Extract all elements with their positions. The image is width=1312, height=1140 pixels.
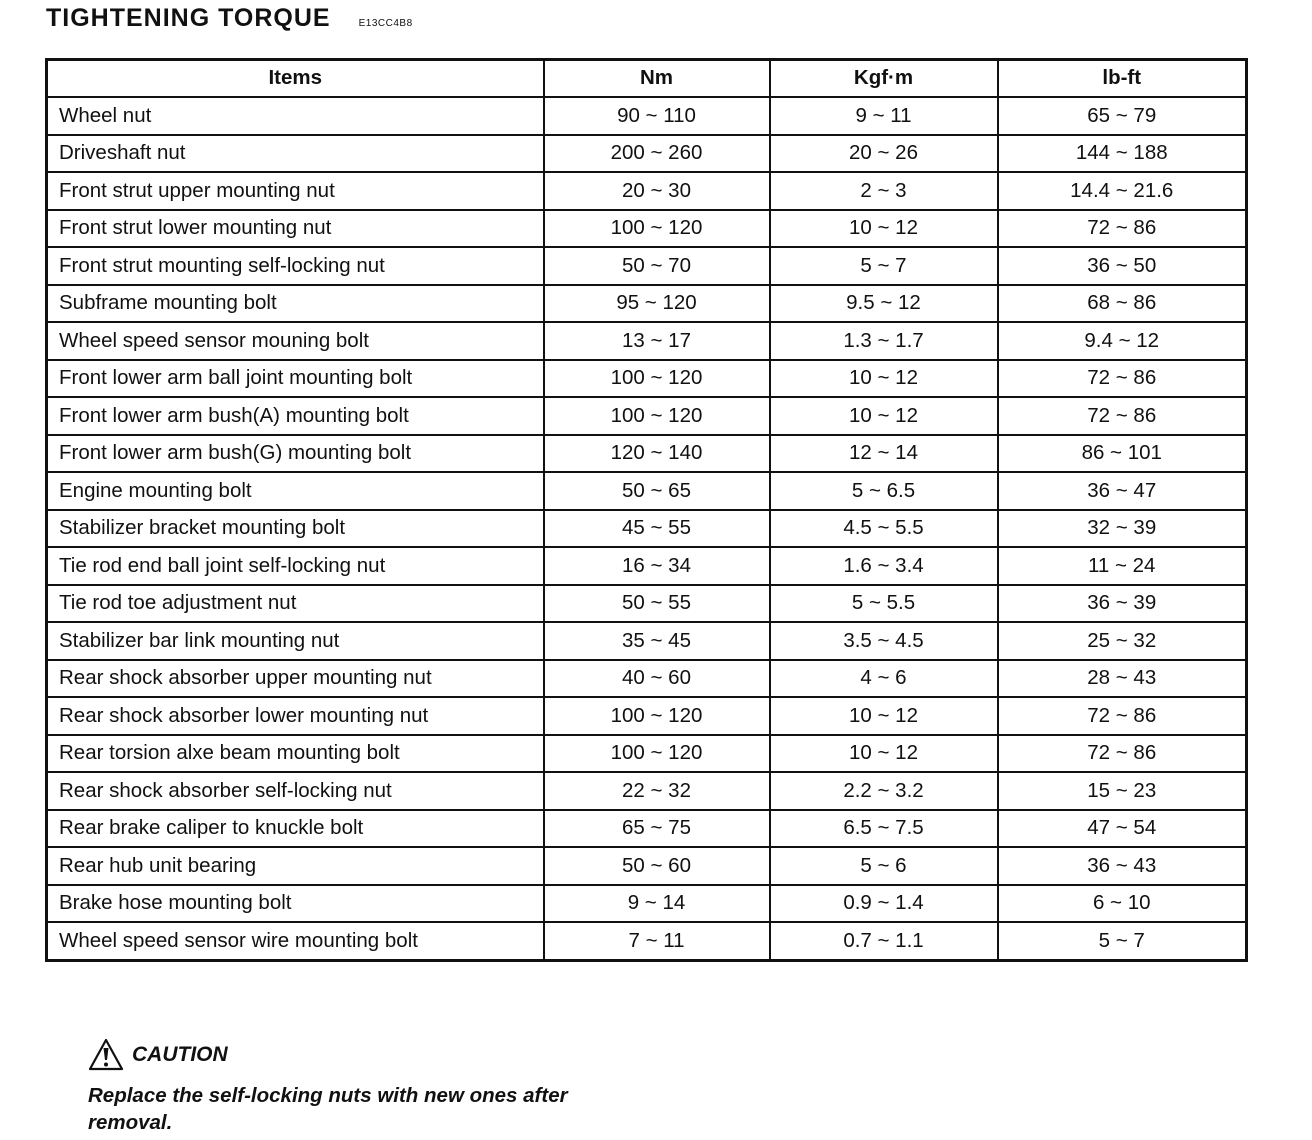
item-cell: Rear shock absorber lower mounting nut bbox=[47, 697, 544, 735]
kgf-m-cell: 3.5 ~ 4.5 bbox=[770, 622, 998, 660]
title-line bbox=[46, 4, 413, 40]
item-cell: Stabilizer bracket mounting bolt bbox=[47, 510, 544, 548]
nm-cell: 100 ~ 120 bbox=[544, 397, 770, 435]
nm-cell: 95 ~ 120 bbox=[544, 285, 770, 323]
lb-ft-cell: 15 ~ 23 bbox=[998, 772, 1247, 810]
item-cell: Driveshaft nut bbox=[47, 135, 544, 173]
kgf-m-cell: 10 ~ 12 bbox=[770, 210, 998, 248]
kgf-m-cell: 10 ~ 12 bbox=[770, 360, 998, 398]
lb-ft-cell: 72 ~ 86 bbox=[998, 735, 1247, 773]
lb-ft-cell: 47 ~ 54 bbox=[998, 810, 1247, 848]
table-row bbox=[47, 172, 1247, 210]
lb-ft-cell: 72 ~ 86 bbox=[998, 360, 1247, 398]
table-row bbox=[47, 922, 1247, 960]
nm-cell: 7 ~ 11 bbox=[544, 922, 770, 960]
lb-ft-cell: 11 ~ 24 bbox=[998, 547, 1247, 585]
kgf-m-cell: 5 ~ 5.5 bbox=[770, 585, 998, 623]
table-row bbox=[47, 135, 1247, 173]
lb-ft-cell: 36 ~ 39 bbox=[998, 585, 1247, 623]
kgf-m-cell: 9 ~ 11 bbox=[770, 97, 998, 135]
table-row bbox=[47, 210, 1247, 248]
kgf-m-cell: 5 ~ 6 bbox=[770, 847, 998, 885]
item-cell: Stabilizer bar link mounting nut bbox=[47, 622, 544, 660]
nm-cell: 9 ~ 14 bbox=[544, 885, 770, 923]
table-row bbox=[47, 397, 1247, 435]
kgf-m-cell: 1.3 ~ 1.7 bbox=[770, 322, 998, 360]
lb-ft-cell: 86 ~ 101 bbox=[998, 435, 1247, 473]
kgf-m-cell: 0.9 ~ 1.4 bbox=[770, 885, 998, 923]
item-cell: Front strut upper mounting nut bbox=[47, 172, 544, 210]
nm-cell: 200 ~ 260 bbox=[544, 135, 770, 173]
lb-ft-cell: 72 ~ 86 bbox=[998, 697, 1247, 735]
nm-cell: 65 ~ 75 bbox=[544, 810, 770, 848]
item-cell: Brake hose mounting bolt bbox=[47, 885, 544, 923]
nm-cell: 100 ~ 120 bbox=[544, 697, 770, 735]
table-row bbox=[47, 585, 1247, 623]
nm-cell: 35 ~ 45 bbox=[544, 622, 770, 660]
lb-ft-cell: 36 ~ 47 bbox=[998, 472, 1247, 510]
kgf-m-cell: 10 ~ 12 bbox=[770, 735, 998, 773]
item-cell: Engine mounting bolt bbox=[47, 472, 544, 510]
kgf-m-cell: 10 ~ 12 bbox=[770, 697, 998, 735]
nm-cell: 50 ~ 55 bbox=[544, 585, 770, 623]
lb-ft-cell: 14.4 ~ 21.6 bbox=[998, 172, 1247, 210]
table-row bbox=[47, 660, 1247, 698]
item-cell: Rear brake caliper to knuckle bolt bbox=[47, 810, 544, 848]
caution-box bbox=[88, 1038, 648, 1136]
item-cell: Rear shock absorber self-locking nut bbox=[47, 772, 544, 810]
lb-ft-cell: 6 ~ 10 bbox=[998, 885, 1247, 923]
nm-cell: 100 ~ 120 bbox=[544, 735, 770, 773]
nm-cell: 22 ~ 32 bbox=[544, 772, 770, 810]
nm-cell: 13 ~ 17 bbox=[544, 322, 770, 360]
item-cell: Rear hub unit bearing bbox=[47, 847, 544, 885]
lb-ft-cell: 36 ~ 50 bbox=[998, 247, 1247, 285]
caution-title: CAUTION bbox=[132, 1043, 228, 1066]
table-header-row bbox=[47, 60, 1247, 98]
lb-ft-cell: 28 ~ 43 bbox=[998, 660, 1247, 698]
kgf-m-cell: 5 ~ 7 bbox=[770, 247, 998, 285]
warning-icon bbox=[88, 1038, 124, 1072]
table-row bbox=[47, 697, 1247, 735]
item-cell: Rear torsion alxe beam mounting bolt bbox=[47, 735, 544, 773]
nm-cell: 40 ~ 60 bbox=[544, 660, 770, 698]
table-row bbox=[47, 735, 1247, 773]
table-row bbox=[47, 472, 1247, 510]
item-cell: Tie rod toe adjustment nut bbox=[47, 585, 544, 623]
caution-header bbox=[88, 1038, 648, 1072]
lb-ft-cell: 144 ~ 188 bbox=[998, 135, 1247, 173]
kgf-m-cell: 10 ~ 12 bbox=[770, 397, 998, 435]
nm-cell: 45 ~ 55 bbox=[544, 510, 770, 548]
lb-ft-cell: 25 ~ 32 bbox=[998, 622, 1247, 660]
item-cell: Subframe mounting bolt bbox=[47, 285, 544, 323]
item-cell: Front lower arm bush(A) mounting bolt bbox=[47, 397, 544, 435]
lb-ft-cell: 5 ~ 7 bbox=[998, 922, 1247, 960]
table-row bbox=[47, 547, 1247, 585]
lb-ft-cell: 68 ~ 86 bbox=[998, 285, 1247, 323]
kgf-m-cell: 9.5 ~ 12 bbox=[770, 285, 998, 323]
nm-cell: 100 ~ 120 bbox=[544, 210, 770, 248]
nm-cell: 90 ~ 110 bbox=[544, 97, 770, 135]
kgf-m-cell: 20 ~ 26 bbox=[770, 135, 998, 173]
lb-ft-cell: 36 ~ 43 bbox=[998, 847, 1247, 885]
nm-cell: 100 ~ 120 bbox=[544, 360, 770, 398]
nm-cell: 20 ~ 30 bbox=[544, 172, 770, 210]
table-row bbox=[47, 622, 1247, 660]
nm-cell: 50 ~ 60 bbox=[544, 847, 770, 885]
table-row bbox=[47, 847, 1247, 885]
caution-text: Replace the self-locking nuts with new ones after removal. bbox=[88, 1084, 568, 1134]
table-row bbox=[47, 360, 1247, 398]
kgf-m-cell: 2 ~ 3 bbox=[770, 172, 998, 210]
item-cell: Front strut mounting self-locking nut bbox=[47, 247, 544, 285]
lb-ft-cell: 32 ~ 39 bbox=[998, 510, 1247, 548]
item-cell: Front lower arm ball joint mounting bolt bbox=[47, 360, 544, 398]
table-row bbox=[47, 285, 1247, 323]
column-header-items: Items bbox=[47, 60, 544, 98]
item-cell: Wheel speed sensor mouning bolt bbox=[47, 322, 544, 360]
column-header-kgf-m: Kgf·m bbox=[770, 60, 998, 98]
kgf-m-cell: 1.6 ~ 3.4 bbox=[770, 547, 998, 585]
nm-cell: 16 ~ 34 bbox=[544, 547, 770, 585]
nm-cell: 50 ~ 70 bbox=[544, 247, 770, 285]
lb-ft-cell: 9.4 ~ 12 bbox=[998, 322, 1247, 360]
lb-ft-cell: 72 ~ 86 bbox=[998, 210, 1247, 248]
column-header-lb-ft: lb-ft bbox=[998, 60, 1247, 98]
table-row bbox=[47, 247, 1247, 285]
kgf-m-cell: 5 ~ 6.5 bbox=[770, 472, 998, 510]
kgf-m-cell: 4 ~ 6 bbox=[770, 660, 998, 698]
kgf-m-cell: 12 ~ 14 bbox=[770, 435, 998, 473]
nm-cell: 120 ~ 140 bbox=[544, 435, 770, 473]
kgf-m-cell: 2.2 ~ 3.2 bbox=[770, 772, 998, 810]
item-cell: Tie rod end ball joint self-locking nut bbox=[47, 547, 544, 585]
kgf-m-cell: 6.5 ~ 7.5 bbox=[770, 810, 998, 848]
column-header-nm: Nm bbox=[544, 60, 770, 98]
lb-ft-cell: 65 ~ 79 bbox=[998, 97, 1247, 135]
table-row bbox=[47, 772, 1247, 810]
item-cell: Front lower arm bush(G) mounting bolt bbox=[47, 435, 544, 473]
item-cell: Wheel nut bbox=[47, 97, 544, 135]
table-row bbox=[47, 322, 1247, 360]
torque-table bbox=[45, 58, 1248, 962]
table-row bbox=[47, 510, 1247, 548]
document-code: E13CC4B8 bbox=[358, 18, 413, 29]
nm-cell: 50 ~ 65 bbox=[544, 472, 770, 510]
item-cell: Rear shock absorber upper mounting nut bbox=[47, 660, 544, 698]
lb-ft-cell: 72 ~ 86 bbox=[998, 397, 1247, 435]
table-row bbox=[47, 810, 1247, 848]
table-row bbox=[47, 97, 1247, 135]
table-row bbox=[47, 885, 1247, 923]
kgf-m-cell: 0.7 ~ 1.1 bbox=[770, 922, 998, 960]
table-row bbox=[47, 435, 1247, 473]
page-title: TIGHTENING TORQUE bbox=[46, 4, 331, 32]
kgf-m-cell: 4.5 ~ 5.5 bbox=[770, 510, 998, 548]
item-cell: Wheel speed sensor wire mounting bolt bbox=[47, 922, 544, 960]
item-cell: Front strut lower mounting nut bbox=[47, 210, 544, 248]
table-body bbox=[47, 97, 1247, 960]
